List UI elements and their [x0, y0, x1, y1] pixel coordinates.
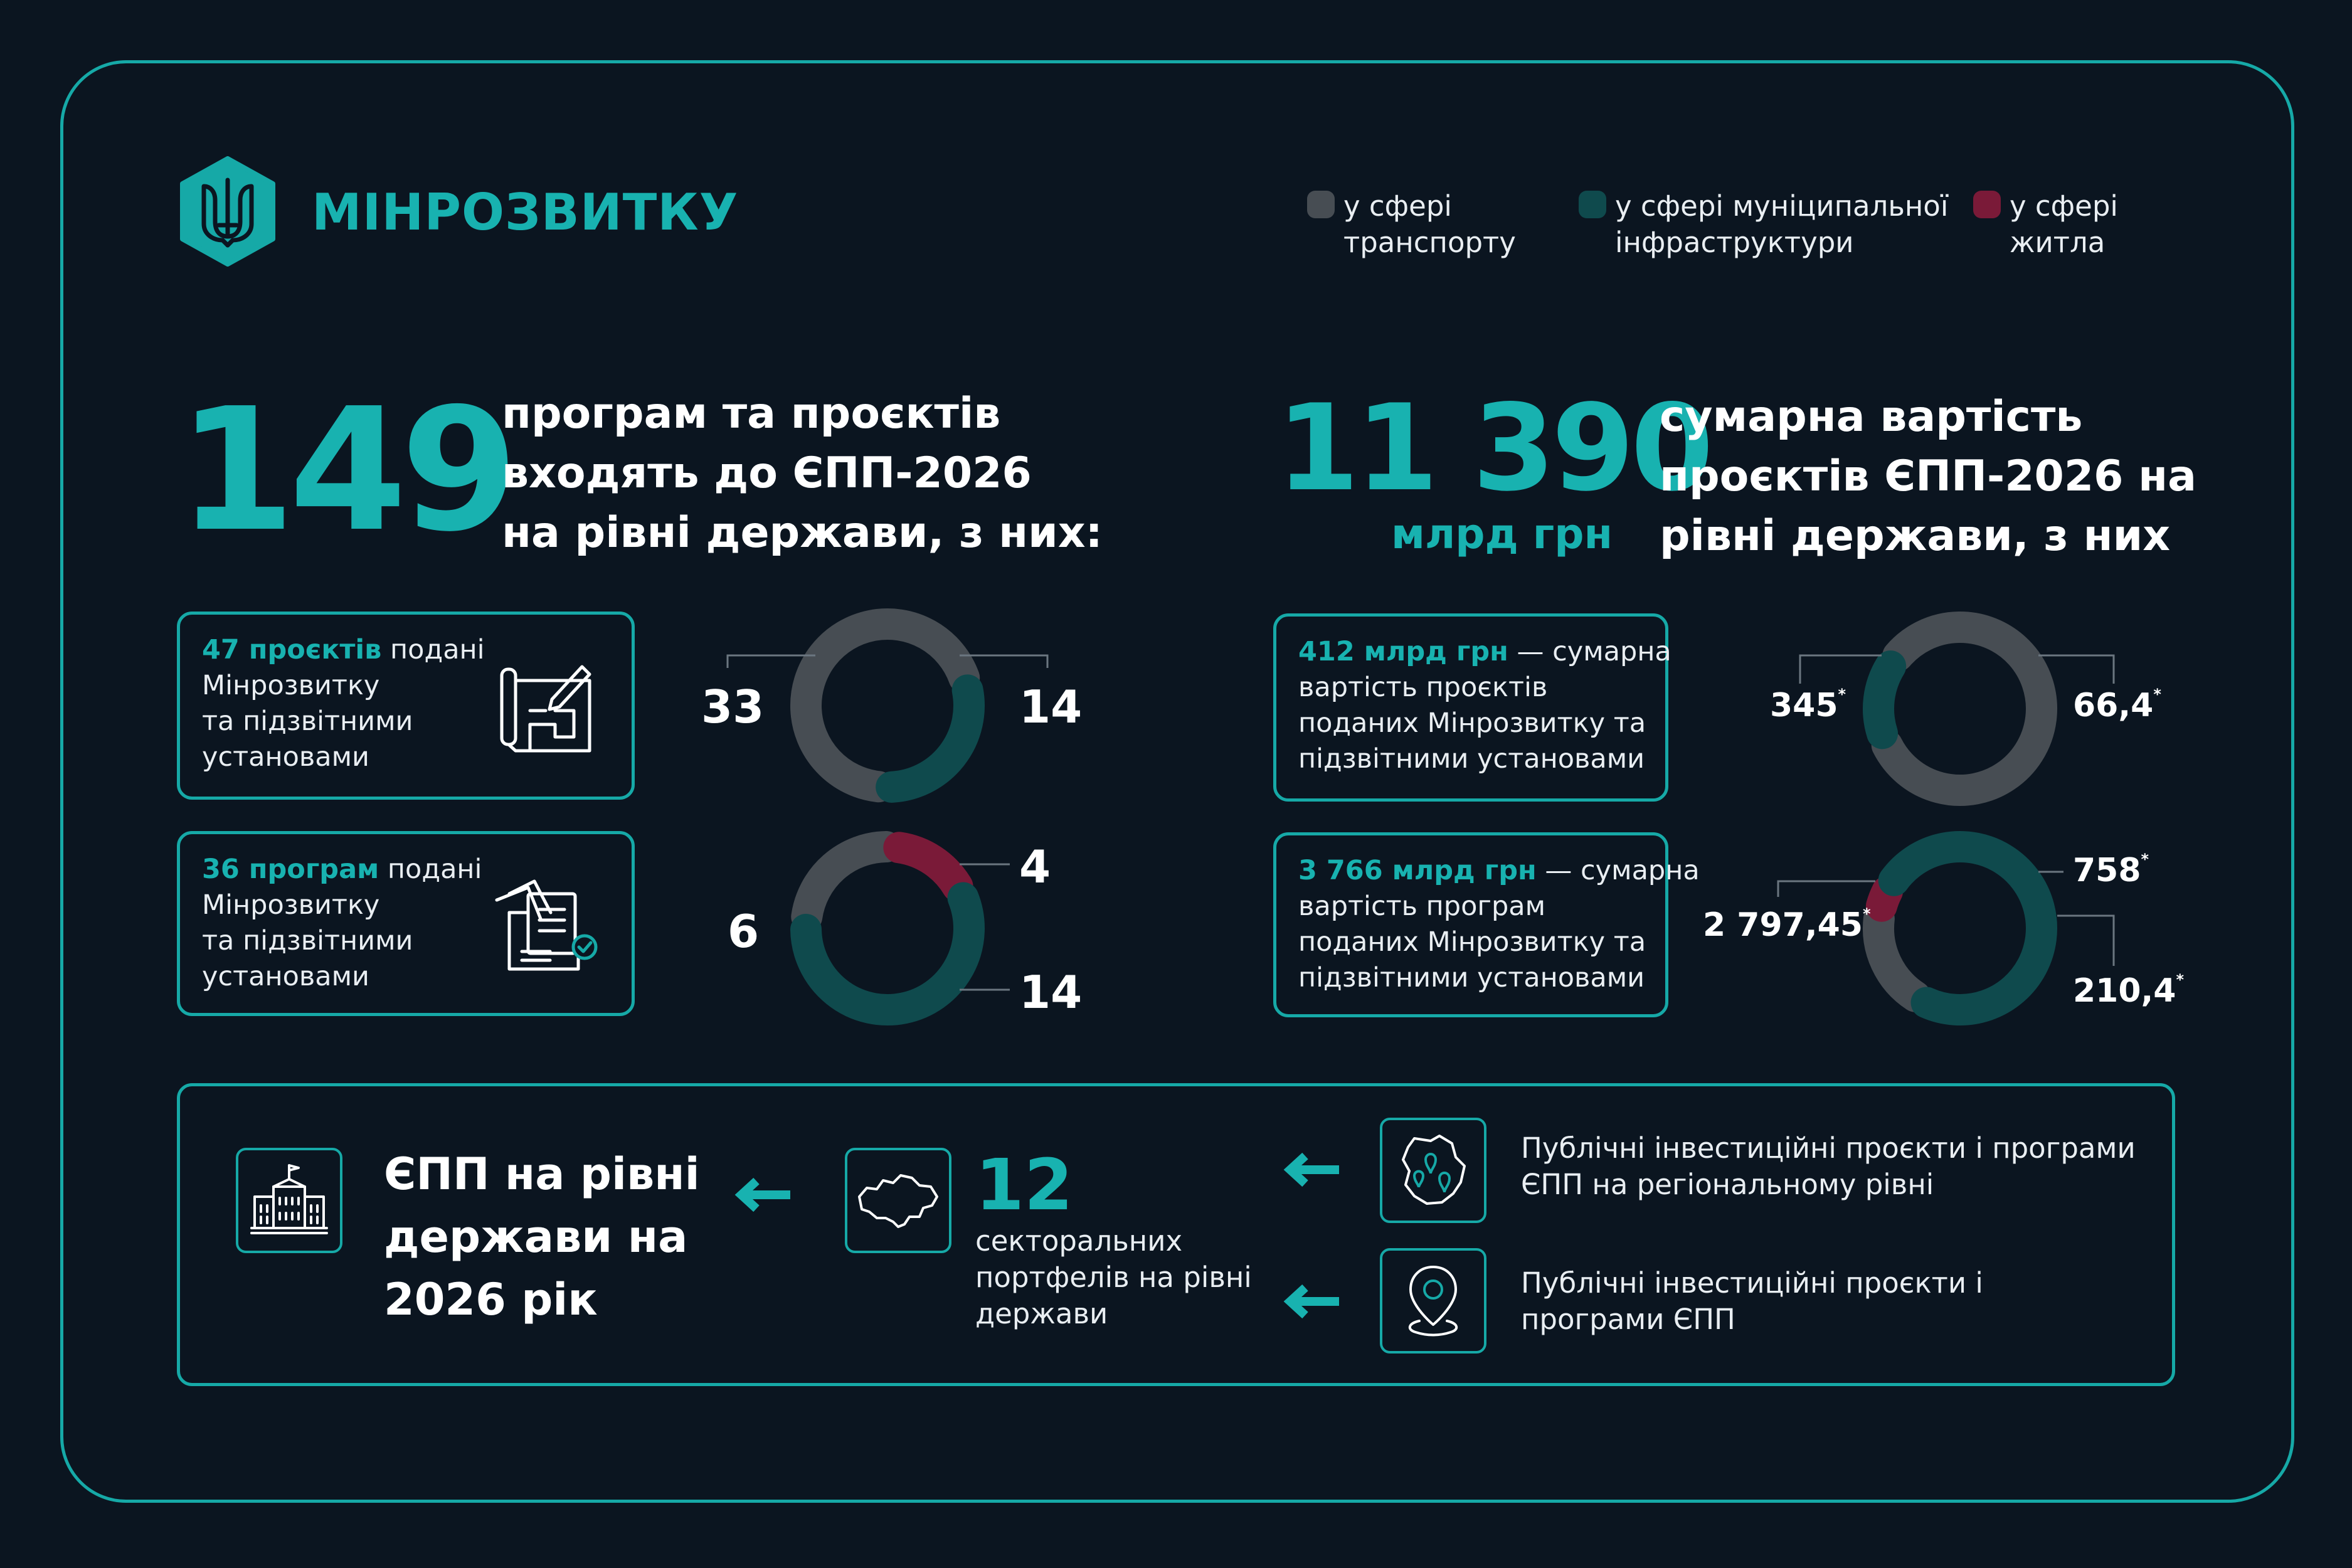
ukraine-map-icon: [854, 1167, 942, 1236]
brand-name: МІНРОЗВИТКУ: [312, 183, 739, 241]
donut-2-slice-1: [807, 847, 886, 917]
government-building-icon: [248, 1160, 330, 1241]
portfolios-label: секторальних портфелів на рівні держави: [975, 1224, 1252, 1330]
projects-box-text: 47 проєктів подані Мінрозвитку та підзвітними установами: [202, 634, 485, 773]
donut-3-slice-1: [1887, 627, 2042, 790]
donut-2-label-transport: 6: [728, 905, 760, 958]
total-cost-unit: млрд грн: [1391, 510, 1613, 558]
donut-2-slice-2: [899, 847, 957, 886]
donut-3-label-transport: 345*: [1770, 686, 1846, 724]
total-cost: 11 390: [1276, 379, 1710, 517]
donut-4-leader-line-1: [1778, 881, 1875, 897]
donut-1-label-municipal: 14: [1019, 681, 1083, 733]
donut-4-label-transport: 758*: [2073, 850, 2149, 889]
donut-2-slice-3: [806, 898, 969, 1010]
donut-4-slice-1: [1878, 919, 1915, 997]
donut-3-label-municipal: 66,4*: [2073, 686, 2161, 724]
projects-cost-box-text: 412 млрд грн — сумарна вартість проєктів поданих Мінрозвитку та підзвітними установами: [1298, 636, 1671, 775]
arrow-left-icon: [1283, 1283, 1345, 1320]
arrow-left-icon: [1283, 1151, 1345, 1189]
regional-map-pins-icon: [1396, 1132, 1471, 1209]
legend-municipal-label: у сфері муніципальної інфраструктури: [1615, 189, 1949, 259]
portfolios-count: 12: [975, 1145, 1073, 1226]
location-pin-icon: [1402, 1262, 1465, 1340]
arrow-left-icon: [734, 1176, 797, 1214]
regional-projects-text: Публічні інвестиційні проєкти і програми ЄПП на регіональному рівні: [1521, 1131, 2136, 1201]
donut-2-label-municipal: 14: [1019, 966, 1083, 1019]
right-headline: сумарна вартість проєктів ЄПП-2026 на рівні держави, з них: [1660, 392, 2197, 561]
left-headline: програм та проєктів входять до ЄПП-2026 на рівні держави, з них:: [502, 389, 1103, 558]
donut-1-label-transport: 33: [701, 681, 765, 733]
donut-4-label-housing: 210,4*: [2073, 971, 2185, 1010]
programs-box-text: 36 програм подані Мінрозвитку та підзвітними установами: [202, 854, 482, 992]
donut-4-leader-line-3: [2057, 916, 2114, 966]
donut-4-label-municipal: 2 797,45*: [1703, 905, 1871, 944]
total-count: 149: [177, 371, 512, 569]
programs-cost-box-text: 3 766 млрд грн — сумарна вартість програм поданих Мінрозвитку та підзвітними установами: [1298, 855, 1700, 993]
local-projects-text: Публічні інвестиційні проєкти і програми ЄПП: [1521, 1266, 1983, 1336]
legend-housing-label: у сфері житла: [2010, 189, 2118, 259]
donut-3-slice-2: [1878, 666, 1890, 733]
donut-2-label-housing: 4: [1019, 840, 1051, 893]
national-epp-title: ЄПП на рівні держави на 2026 рік: [384, 1148, 700, 1325]
donut-1-slice-2: [891, 690, 969, 787]
legend-transport-label: у сфері транспорту: [1343, 189, 1516, 259]
